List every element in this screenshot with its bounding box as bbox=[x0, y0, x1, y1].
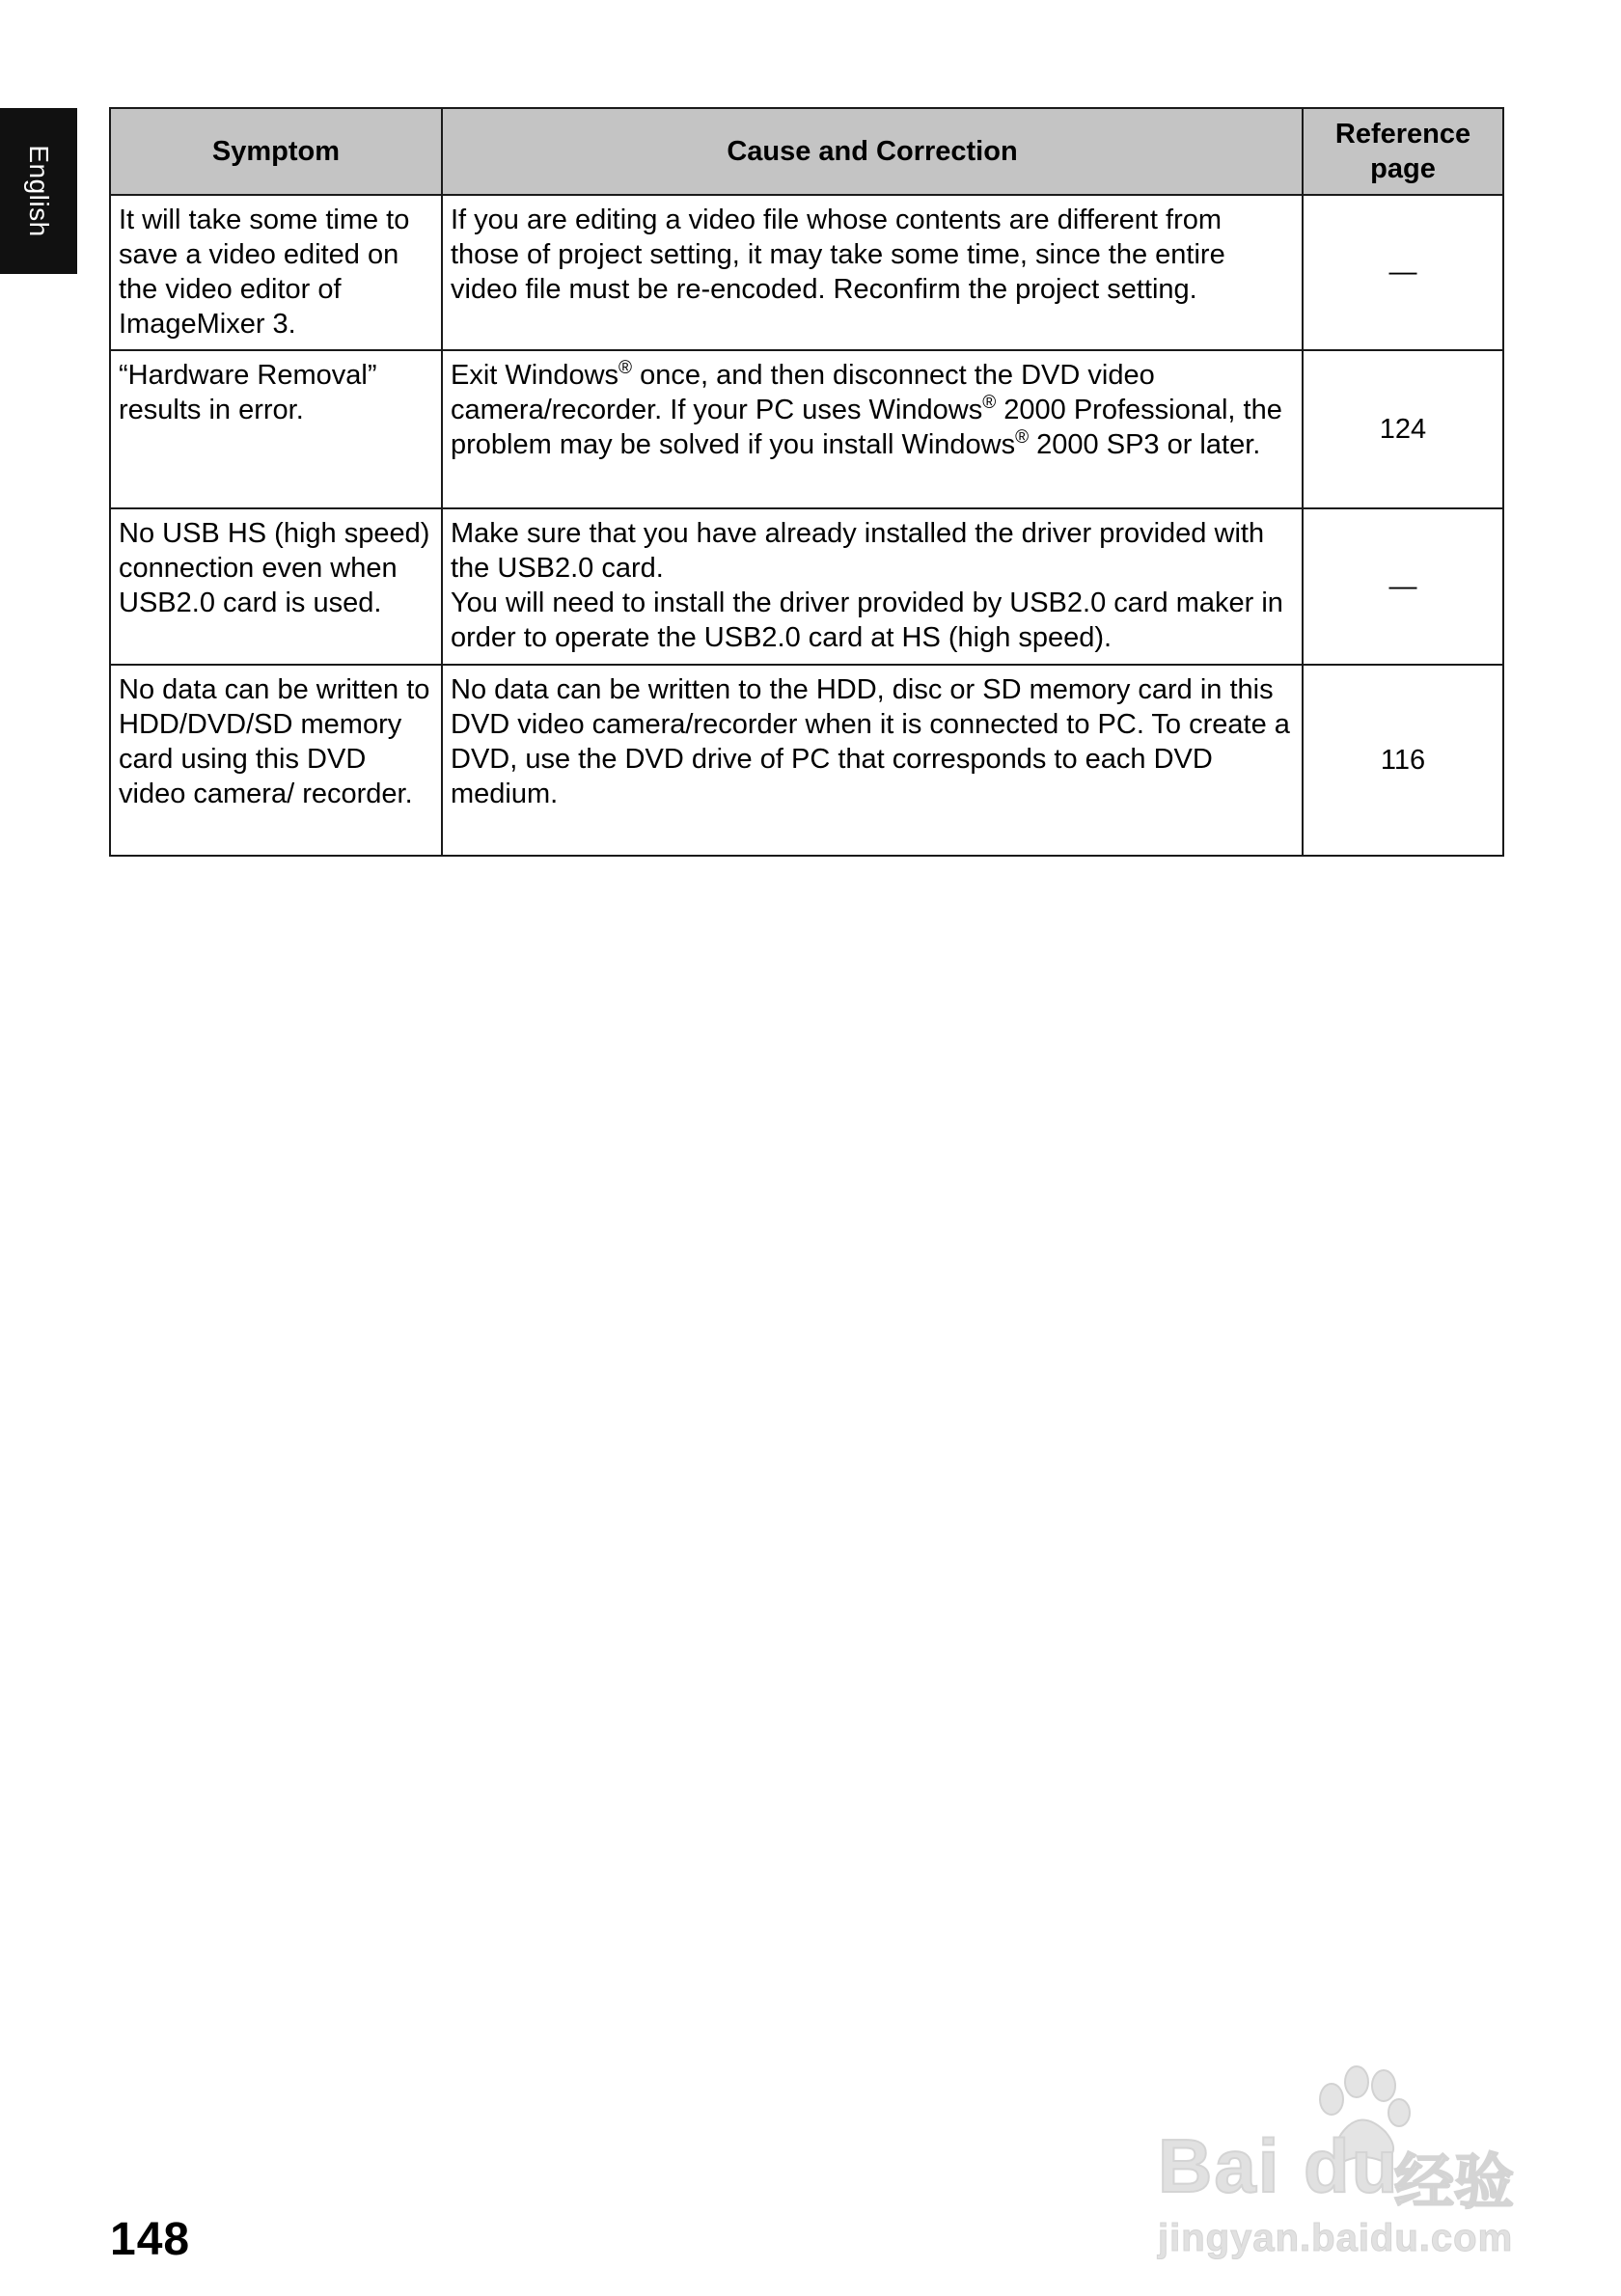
reference-page-cell: — bbox=[1303, 195, 1503, 350]
reference-page-cell: 116 bbox=[1303, 665, 1503, 856]
cause-text: Exit Windows bbox=[451, 360, 619, 391]
cause-line: You will need to install the driver provided by USB2.0 card maker in order to operate the USB2.0 card at HS (high speed). bbox=[451, 588, 1283, 653]
registered-mark: ® bbox=[618, 358, 633, 378]
cause-cell: No data can be written to the HDD, disc or SD memory card in this DVD video camera/recorder when it is connected to PC. To create a DVD, use the DVD drive of PC that corresponds to each DVD medium. bbox=[442, 665, 1303, 856]
cause-text: 2000 SP3 or later. bbox=[1029, 429, 1261, 460]
table-row bbox=[110, 195, 1503, 350]
page-number: 148 bbox=[110, 2214, 191, 2265]
symptom-cell: No data can be written to HDD/DVD/SD memory card using this DVD video camera/ recorder. bbox=[110, 665, 442, 856]
table-row bbox=[110, 508, 1503, 665]
header-cause: Cause and Correction bbox=[442, 108, 1303, 195]
cause-cell: If you are editing a video file whose contents are different from those of project setting, it may take some time, since the entire video file must be re-encoded. Reconfirm the project setting. bbox=[442, 195, 1303, 350]
symptom-cell: No USB HS (high speed) connection even when USB2.0 card is used. bbox=[110, 508, 442, 665]
troubleshooting-table bbox=[109, 107, 1504, 857]
table-row bbox=[110, 665, 1503, 856]
reference-page-cell: 124 bbox=[1303, 350, 1503, 508]
cause-text: once, and then disconnect the DVD video camera/recorder. If your PC uses Windows bbox=[451, 360, 1155, 425]
cause-line: Make sure that you have already installed the driver provided with the USB2.0 card. bbox=[451, 518, 1265, 584]
watermark-brand-cn: 经验 bbox=[1394, 2149, 1515, 2216]
symptom-cell: “Hardware Removal” results in error. bbox=[110, 350, 442, 508]
registered-mark: ® bbox=[1015, 427, 1030, 448]
cause-text: 2000 Professional, the problem may be solved if you install Windows bbox=[451, 395, 1282, 460]
language-tab-label: English bbox=[24, 145, 54, 237]
cause-cell bbox=[442, 508, 1303, 665]
header-reference-line2: page bbox=[1370, 153, 1436, 184]
table-row bbox=[110, 350, 1503, 508]
language-tab bbox=[0, 108, 77, 274]
table-header-row bbox=[110, 108, 1503, 195]
symptom-cell: It will take some time to save a video edited on the video editor of ImageMixer 3. bbox=[110, 195, 442, 350]
reference-page-cell: — bbox=[1303, 508, 1503, 665]
watermark-domain: jingyan.baidu.com bbox=[1158, 2217, 1514, 2259]
baidu-watermark bbox=[1158, 2064, 1544, 2257]
cause-cell bbox=[442, 350, 1303, 508]
registered-mark: ® bbox=[982, 393, 997, 413]
header-symptom: Symptom bbox=[110, 108, 442, 195]
watermark-brand: Bai du bbox=[1158, 2123, 1400, 2208]
header-reference-line1: Reference bbox=[1334, 119, 1471, 150]
header-reference-page bbox=[1303, 108, 1503, 195]
